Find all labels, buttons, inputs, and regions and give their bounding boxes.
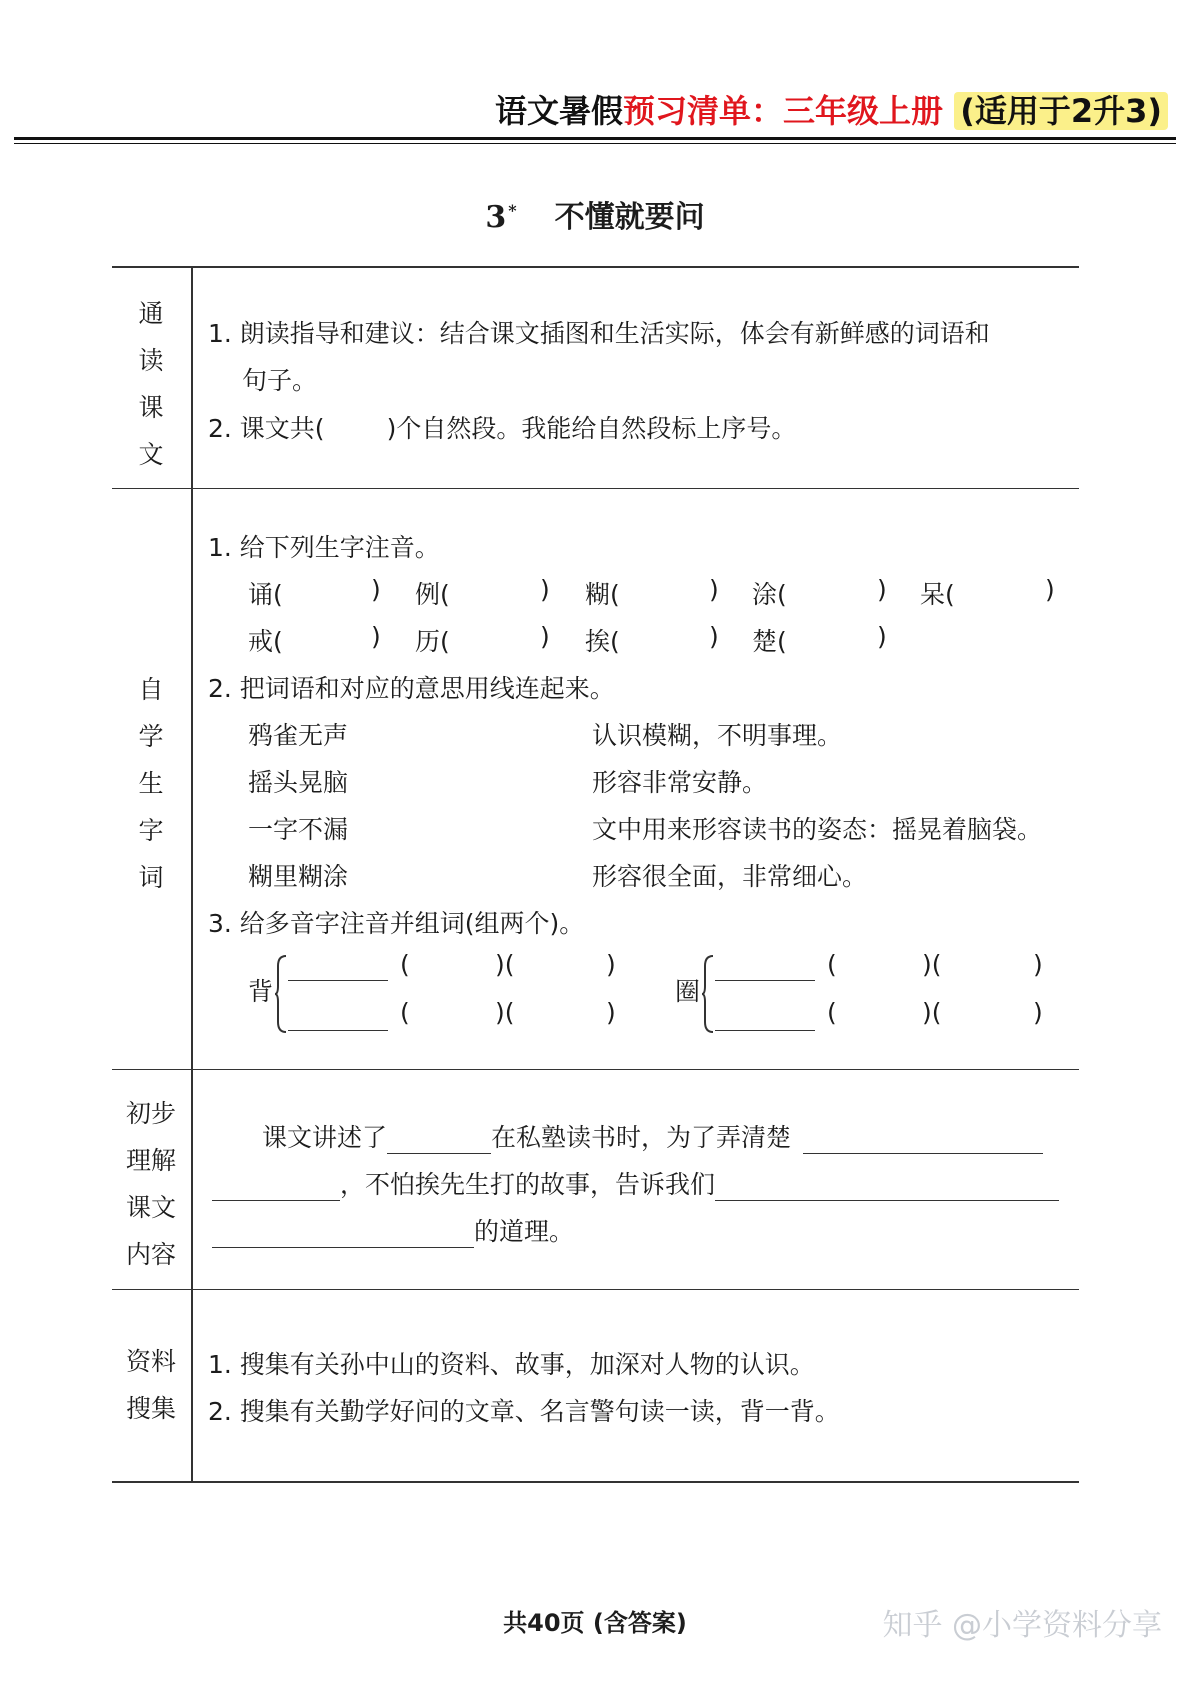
read-item-2: 2. 课文共( )个自然段。我能给自然段标上序号。	[208, 414, 797, 443]
section-label-self-study: 自 学 生 字 词	[138, 675, 164, 892]
match-meaning: 文中用来形容读书的姿态：摇晃着脑袋。	[592, 815, 1043, 844]
section-label-collect: 资料 搜集	[125, 1347, 176, 1423]
pinyin-item: 涂(	[752, 580, 787, 609]
collect-item-2: 2. 搜集有关勤学好问的文章、名言警句读一读，背一背。	[208, 1397, 840, 1426]
match-word: 一字不漏	[248, 815, 349, 844]
polyphone-question: 3. 给多音字注音并组词(组两个)。	[208, 909, 585, 938]
match-question: 2. 把词语和对应的意思用线连起来。	[208, 674, 615, 703]
page-count: 共40页 (含答案)	[503, 1609, 687, 1637]
lesson-number: 3	[485, 200, 507, 235]
answer-blank[interactable]	[212, 1172, 340, 1201]
answer-blank[interactable]	[212, 1219, 474, 1248]
summary-line-1: 课文讲述了 在私塾读书时，为了弄清楚	[262, 1118, 1043, 1154]
answer-blank[interactable]	[715, 1172, 1059, 1201]
lesson-name: 不懂就要问	[554, 200, 705, 235]
pinyin-item: 例(	[415, 580, 450, 609]
answer-blank[interactable]	[288, 1030, 388, 1031]
match-meaning: 形容非常安静。	[592, 768, 768, 797]
label-column-divider	[191, 266, 193, 1483]
row-divider-2	[112, 1069, 1079, 1070]
header-title: 预习清单：三年级上册	[623, 92, 944, 130]
pinyin-item: 历(	[415, 627, 450, 656]
lesson-title	[0, 192, 1190, 236]
table-bottom-border	[112, 1481, 1079, 1483]
answer-blank[interactable]	[715, 1030, 815, 1031]
brace-icon	[701, 954, 715, 1034]
pinyin-item: 挨(	[585, 627, 620, 656]
section-label-understand: 初步 理解 课文 内容	[125, 1099, 176, 1269]
pinyin-item: 楚(	[752, 627, 787, 656]
polyphone-char: 圈	[675, 977, 701, 1006]
header-grade-badge: (适用于2升3)	[954, 92, 1168, 130]
match-word: 摇头晃脑	[248, 768, 349, 797]
document-header	[495, 86, 1168, 136]
answer-blank[interactable]	[387, 1125, 491, 1154]
header-rule-thin	[14, 143, 1176, 144]
answer-blank[interactable]	[715, 980, 815, 981]
read-item-1: 1. 朗读指导和建议：结合课文插图和生活实际，体会有新鲜感的词语和	[208, 319, 990, 348]
pinyin-item: 呆(	[920, 580, 955, 609]
answer-blank[interactable]	[803, 1125, 1043, 1154]
read-item-1-cont: 句子。	[242, 366, 318, 395]
pinyin-item: 戒(	[248, 627, 283, 656]
brace-icon	[274, 954, 288, 1034]
pinyin-question: 1. 给下列生字注音。	[208, 533, 440, 562]
collect-item-1: 1. 搜集有关孙中山的资料、故事，加深对人物的认识。	[208, 1350, 815, 1379]
summary-line-3: 的道理。	[212, 1212, 574, 1248]
match-meaning: 认识模糊，不明事理。	[592, 721, 843, 750]
section-label-read: 通 读 课 文	[138, 299, 164, 469]
summary-line-2: ，不怕挨先生打的故事，告诉我们	[212, 1165, 1059, 1201]
pinyin-item: 糊(	[585, 580, 620, 609]
match-word: 糊里糊涂	[248, 862, 349, 891]
pinyin-item: 诵(	[248, 580, 283, 609]
table-top-border	[112, 266, 1079, 268]
lesson-mark: *	[508, 201, 517, 220]
watermark: 知乎 @小学资料分享	[882, 1608, 1162, 1643]
header-rule-thick	[14, 137, 1176, 140]
match-word: 鸦雀无声	[248, 721, 349, 750]
answer-blank[interactable]	[288, 980, 388, 981]
match-meaning: 形容很全面，非常细心。	[592, 862, 868, 891]
row-divider-3	[112, 1289, 1079, 1290]
polyphone-char: 背	[248, 977, 274, 1006]
row-divider-1	[112, 488, 1079, 489]
header-subject: 语文暑假	[495, 92, 624, 130]
